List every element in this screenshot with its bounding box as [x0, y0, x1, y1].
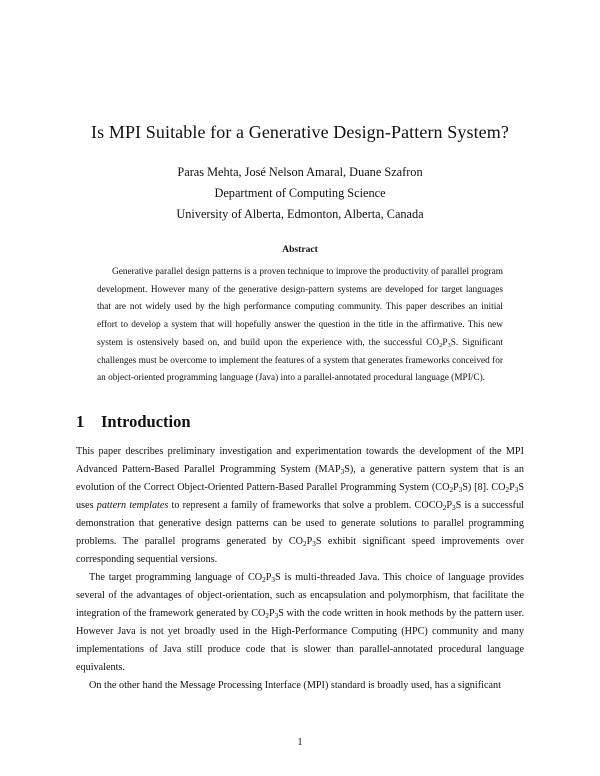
author-university: University of Alberta, Edmonton, Alberta, Canada [176, 207, 424, 221]
section-heading-introduction [76, 412, 191, 432]
page-number: 1 [297, 737, 303, 748]
section-title: Introduction [101, 412, 191, 431]
section-number: 1 [76, 412, 85, 431]
author-department: Department of Computing Science [214, 186, 386, 200]
intro-paragraph-2: The target programming language of $CO_2P_3S$ is multi-threaded Java. This choice of language provides several of the advantages of object-orientation, such as encapsulation and polymorphism, that facilitate the integration of the framework generated by $CO_2P_3S$ with the code written in hook methods by the pattern user. However Java is not yet broadly used in the High-Performance Computing (HPC) community and many implementations of Java still produce code that is slower than parallel-annotated procedural language equivalents. [76, 572, 525, 673]
paper-title: Is MPI Suitable for a Generative Design-Pattern System? [91, 122, 509, 142]
author-list: Paras Mehta, José Nelson Amaral, Duane Szafron [177, 165, 423, 179]
intro-paragraph-1: This paper describes preliminary investigation and experimentation towards the development of the MPI Advanced Pattern-Based Parallel Programming System $(MAP_3S)$, a generative pattern system that is an evolution of the Correct Object-Oriented Pattern-Based Parallel Programming System $(CO_2P_3S)$ [8]. $CO_2P_3S$ uses pattern templates to represent a family of frameworks that solve a problem. $COCO_2P_3S$ is a successful demonstration that generative design patterns can be used to generate solutions to parallel programming problems. The parallel programs generated by $CO_2P_3S$ exhibit significant speed improvements over corresponding sequential versions. [76, 446, 524, 565]
abstract-heading: Abstract [282, 244, 318, 255]
emphasized-term: pattern templates [96, 500, 169, 511]
abstract-text: Generative parallel design patterns is a proven technique to improve the productivity of parallel program development. However many of the generative design-pattern systems are developed for target languages that are not widely used by the high performance computing community. This paper describes an initial effort to develop a system that will hopefully answer the question in the title in the affirmative. This new system is ostensively based on, and build upon the experience with, the successful $CO_2P_3S$. Significant challenges must be overcome to implement the features of a system that generates frameworks conceived for an object-oriented programming language (Java) into a parallel-annotated procedural language (MPI/C). [97, 267, 503, 384]
intro-paragraph-3: On the other hand the Message Processing Interface (MPI) standard is broadly used, has a significant [89, 680, 501, 691]
